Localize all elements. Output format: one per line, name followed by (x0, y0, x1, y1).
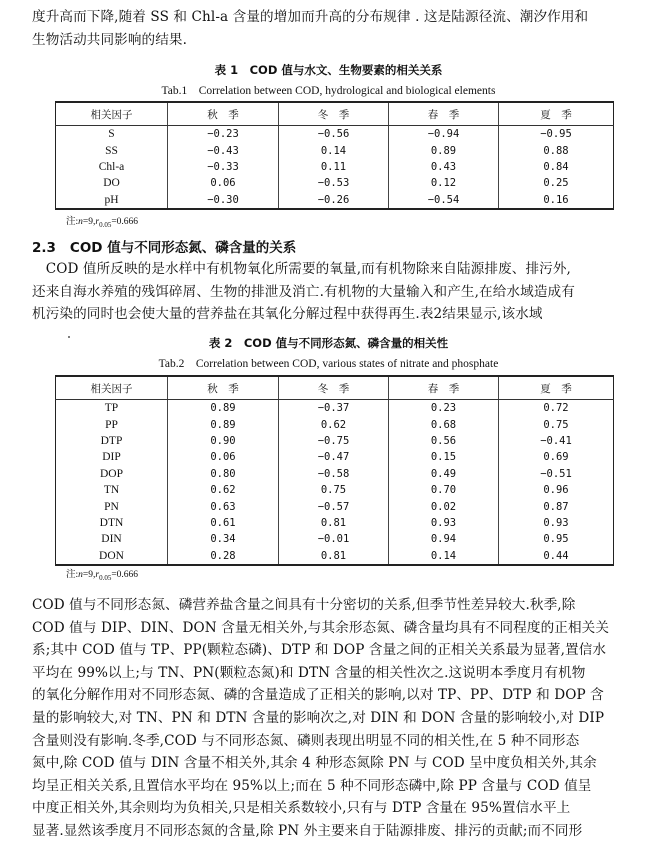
note-n-value: =9, (82, 217, 96, 227)
value-cell: 0.14 (389, 548, 499, 565)
value-cell: 0.72 (499, 400, 614, 417)
value-cell: −0.43 (168, 142, 279, 158)
value-cell: −0.41 (499, 433, 614, 449)
value-cell: −0.33 (168, 159, 279, 175)
table1-caption-en: Tab.1 Correlation between COD, hydrological and biological elements (161, 85, 496, 97)
value-cell: 0.94 (389, 531, 499, 547)
value-cell: 0.02 (389, 498, 499, 514)
value-cell: 0.61 (168, 515, 279, 531)
table-row (56, 126, 614, 143)
value-cell: −0.37 (279, 400, 389, 417)
header-factor: 相关因子 (56, 376, 168, 400)
value-cell: 0.25 (499, 175, 614, 191)
section-title: COD 值与不同形态氮、磷含量的关系 (69, 240, 297, 256)
value-cell: −0.47 (279, 449, 389, 465)
header-autumn: 秋 季 (168, 102, 279, 126)
table1-note (66, 213, 138, 229)
factor-cell: DOP (99, 467, 123, 480)
value-cell: 0.75 (499, 416, 614, 432)
value-cell: 0.62 (279, 416, 389, 432)
value-cell: 0.80 (168, 466, 279, 482)
value-cell: −0.94 (389, 126, 499, 143)
header-spring: 春 季 (389, 376, 499, 400)
table2-caption-cn: 表 2 COD 值与不同形态氮、磷含量的相关性 (208, 336, 449, 350)
value-cell: 0.81 (279, 515, 389, 531)
table-row (56, 515, 614, 531)
section-paragraph (32, 258, 627, 326)
factor-cell: DO (103, 177, 120, 190)
note-prefix: 注: (66, 217, 79, 227)
value-cell: 0.93 (499, 515, 614, 531)
paragraph-line: 中度正相关外,其余则均为负相关,只是相关系数较小,只有与 DTP 含量在 95%置信水平上 (32, 800, 571, 817)
factor-cell: PP (105, 418, 118, 431)
value-cell: 0.81 (279, 548, 389, 565)
section-heading (32, 236, 296, 256)
paragraph-line: 平均在 99%以上;与 TN、PN(颗粒态氮)和 DTN 含量的相关性次之.这说明本季度月有机物 (32, 664, 586, 681)
paragraph-line: COD 值所反映的是水样中有机物氧化所需要的氧量,而有机物除来自陆源排废、排污外, (32, 261, 571, 277)
table-row (56, 433, 614, 449)
paragraph-line: 氮中,除 COD 值与 DIN 含量不相关外,其余 4 种形态氮除 PN 与 COD 呈中度负相关外,其余 (32, 755, 597, 772)
value-cell: −0.58 (279, 466, 389, 482)
factor-cell: DTN (99, 516, 124, 529)
value-cell: −0.57 (279, 498, 389, 514)
table-row (56, 400, 614, 417)
value-cell: 0.87 (499, 498, 614, 514)
value-cell: 0.75 (279, 482, 389, 498)
value-cell: −0.95 (499, 126, 614, 143)
factor-cell: TP (104, 402, 119, 415)
factor-cell: PN (104, 500, 119, 513)
paragraph-line: COD 值与不同形态氮、磷营养盐含量之间具有十分密切的关系,但季节性差异较大.秋季,除 (32, 597, 576, 613)
value-cell: 0.62 (168, 482, 279, 498)
header-winter: 冬 季 (279, 376, 389, 400)
factor-cell: DTP (100, 434, 123, 447)
table-row (56, 175, 614, 191)
value-cell: −0.51 (499, 466, 614, 482)
table2-note (66, 566, 138, 582)
note-r: r (95, 570, 100, 580)
value-cell: 0.14 (279, 142, 389, 158)
factor-cell: DIP (102, 451, 121, 464)
value-cell: 0.34 (168, 531, 279, 547)
intro-paragraph (32, 6, 627, 51)
paragraph-line: 机污染的同时也会使大量的营养盐在其氧化分解过程中获得再生.表2结果显示,该水域 (32, 306, 543, 323)
table2 (55, 375, 614, 566)
value-cell: 0.69 (499, 449, 614, 465)
note-r-sub: 0.05 (99, 573, 112, 582)
value-cell: 0.44 (499, 548, 614, 565)
header-winter: 冬 季 (279, 102, 389, 126)
table2-caption-en: Tab.2 Correlation between COD, various states of nitrate and phosphate (158, 358, 499, 370)
note-n-value: =9, (82, 570, 96, 580)
note-prefix: 注: (66, 570, 79, 580)
factor-cell: DIN (101, 533, 122, 546)
value-cell: 0.95 (499, 531, 614, 547)
value-cell: 0.28 (168, 548, 279, 565)
table-row (56, 466, 614, 482)
header-autumn: 秋 季 (168, 376, 279, 400)
value-cell: 0.06 (168, 175, 279, 191)
paragraph-line: 显著.显然该季度月不同形态氮的含量,除 PN 外主要来自于陆源排废、排污的贡献;而不同形 (32, 822, 583, 839)
paragraph-line: 还来自海水养殖的残饵碎屑、生物的排泄及消亡.有机物的大量输入和产生,在给水域造成有 (32, 283, 575, 300)
note-n: n (78, 570, 83, 580)
note-r-value: =0.666 (111, 217, 139, 227)
value-cell: −0.26 (279, 192, 389, 209)
value-cell: 0.15 (389, 449, 499, 465)
table1 (55, 101, 614, 210)
header-spring: 春 季 (389, 102, 499, 126)
value-cell: 0.70 (389, 482, 499, 498)
value-cell: −0.54 (389, 192, 499, 209)
paragraph-line: 量的影响较大,对 TN、PN 和 DTN 含量的影响次之,对 DIN 和 DON 含量的影响较小,对 DIP (32, 709, 605, 726)
factor-cell: DON (99, 549, 124, 562)
paragraph-line: 系;其中 COD 值与 TP、PP(颗粒态磷)、DTP 和 DOP 含量之间的正相关关系最为显著,置信水 (32, 642, 607, 659)
paragraph-line: 含量则没有影响.冬季,COD 与不同形态氮、磷则表现出明显不同的相关性,在 5 种不同形态 (32, 732, 580, 749)
table-row (56, 142, 614, 158)
value-cell: 0.90 (168, 433, 279, 449)
header-summer: 夏 季 (499, 102, 614, 126)
value-cell: 0.23 (389, 400, 499, 417)
factor-cell: TN (103, 484, 120, 497)
value-cell: −0.23 (168, 126, 279, 143)
paragraph-line: 度升高而下降,随着 SS 和 Chl-a 含量的增加而升高的分布规律 . 这是陆源径流、潮汐作用和 (32, 9, 589, 25)
value-cell: 0.16 (499, 192, 614, 209)
value-cell: 0.68 (389, 416, 499, 432)
paragraph-line: 的氧化分解作用对不同形态氮、磷的含量造成了正相关的影响,以对 TP、PP、DTP 和 DOP 含 (32, 687, 604, 704)
paragraph-line: 生物活动共同影响的结果. (32, 31, 188, 48)
value-cell: 0.89 (168, 400, 279, 417)
value-cell: −0.56 (279, 126, 389, 143)
factor-cell: SS (105, 144, 118, 157)
value-cell: 0.96 (499, 482, 614, 498)
value-cell: 0.12 (389, 175, 499, 191)
header-summer: 夏 季 (499, 376, 614, 400)
closing-paragraph (32, 594, 627, 843)
note-r-value: =0.666 (111, 570, 139, 580)
value-cell: 0.89 (168, 416, 279, 432)
paragraph-line: 均呈正相关关系,且置信水平均在 95%以上;而在 5 种不同形态磷中,除 PP 含量与 COD 值呈 (32, 777, 592, 794)
value-cell: 0.56 (389, 433, 499, 449)
table-row (56, 449, 614, 465)
table-row (56, 159, 614, 175)
value-cell: 0.88 (499, 142, 614, 158)
table-header-row (56, 376, 614, 400)
table-row (56, 192, 614, 209)
value-cell: 0.06 (168, 449, 279, 465)
table-row (56, 416, 614, 432)
note-r: r (95, 217, 100, 227)
value-cell: 0.43 (389, 159, 499, 175)
note-r-sub: 0.05 (99, 220, 112, 229)
value-cell: 0.49 (389, 466, 499, 482)
note-n: n (78, 217, 83, 227)
value-cell: −0.75 (279, 433, 389, 449)
value-cell: −0.01 (279, 531, 389, 547)
value-cell: 0.84 (499, 159, 614, 175)
value-cell: 0.11 (279, 159, 389, 175)
table1-caption-cn: 表 1 COD 值与水文、生物要素的相关关系 (214, 63, 443, 77)
table-row (56, 531, 614, 547)
paragraph-line: COD 值与 DIP、DIN、DON 含量无相关外,与其余形态氮、磷含量均具有不同程度的正相关关 (32, 619, 610, 636)
header-factor: 相关因子 (56, 102, 168, 126)
value-cell: 0.89 (389, 142, 499, 158)
value-cell: 0.63 (168, 498, 279, 514)
table-row (56, 498, 614, 514)
factor-cell: S (108, 128, 115, 141)
section-number: 2.3 (32, 240, 56, 256)
factor-cell: pH (104, 193, 119, 206)
table-row (56, 548, 614, 565)
table-row (56, 482, 614, 498)
value-cell: 0.93 (389, 515, 499, 531)
value-cell: −0.53 (279, 175, 389, 191)
value-cell: −0.30 (168, 192, 279, 209)
factor-cell: Chl-a (98, 160, 125, 173)
table-header-row (56, 102, 614, 126)
